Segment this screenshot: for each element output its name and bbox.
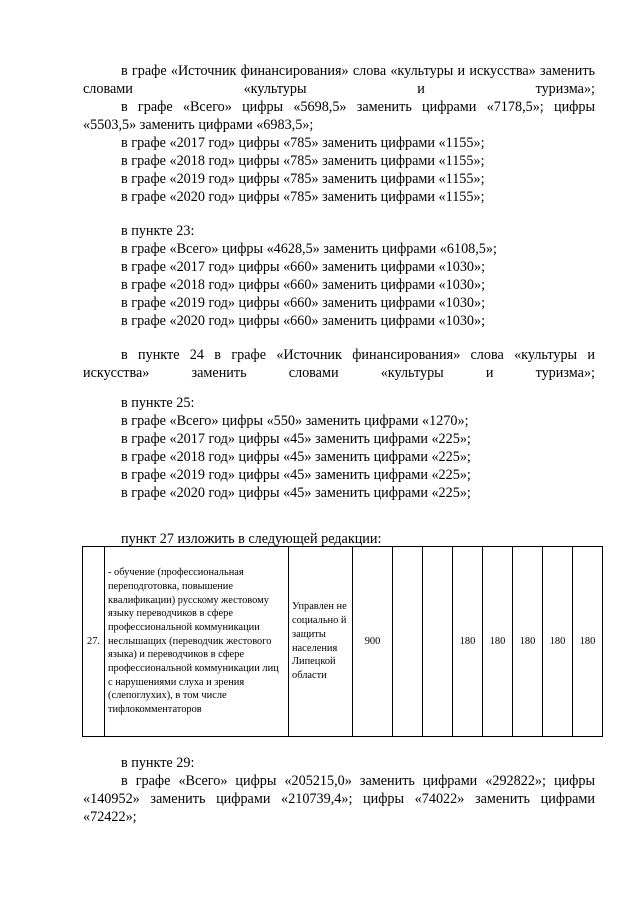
line-2017-785: в графе «2017 год» цифры «785» заменить цифрами «1155»;	[121, 135, 485, 151]
row-value-cell: 180	[453, 547, 483, 737]
line-2020-660: в графе «2020 год» цифры «660» заменить цифрами «1030»;	[121, 313, 486, 329]
line-point-27-heading: пункт 27 изложить в следующей редакции:	[121, 531, 382, 547]
paragraph-point-24: в пункте 24 в графе «Источник финансирования» слова «культуры и искусства» заменить словами «культуры и туризма»;	[83, 347, 595, 381]
line-2017-45: в графе «2017 год» цифры «45» заменить цифрами «225»;	[121, 431, 471, 447]
row-value-cell: 180	[513, 547, 543, 737]
line-2019-785: в графе «2019 год» цифры «785» заменить цифрами «1155»;	[121, 171, 485, 187]
row-number: 27.	[83, 547, 105, 737]
line-2018-45: в графе «2018 год» цифры «45» заменить цифрами «225»;	[121, 449, 471, 465]
row-value-cell: 180	[573, 547, 603, 737]
line-2020-45: в графе «2020 год» цифры «45» заменить цифрами «225»;	[121, 485, 471, 501]
paragraph-total-205215: в графе «Всего» цифры «205215,0» заменить цифрами «292822»; цифры «140952» заменить цифрами «210739,4»; цифры «74022» заменить цифрами «72422»;	[83, 773, 595, 825]
row-agency: Управлен не социально й защиты населения Липецкой области	[289, 547, 353, 737]
row-empty-cell	[393, 547, 423, 737]
row-value-cell: 180	[543, 547, 573, 737]
line-2018-785: в графе «2018 год» цифры «785» заменить цифрами «1155»;	[121, 153, 485, 169]
point-27-table	[82, 546, 603, 737]
line-point-25: в пункте 25:	[121, 395, 195, 411]
line-2019-660: в графе «2019 год» цифры «660» заменить цифрами «1030»;	[121, 295, 486, 311]
line-total-4628: в графе «Всего» цифры «4628,5» заменить цифрами «6108,5»;	[121, 241, 497, 257]
table-row	[83, 547, 603, 737]
line-point-29: в пункте 29:	[121, 755, 195, 771]
line-total-550: в графе «Всего» цифры «550» заменить цифрами «1270»;	[121, 413, 469, 429]
line-point-23: в пункте 23:	[121, 223, 195, 239]
line-2020-785: в графе «2020 год» цифры «785» заменить цифрами «1155»;	[121, 189, 485, 205]
row-empty-cell	[423, 547, 453, 737]
line-2018-660: в графе «2018 год» цифры «660» заменить цифрами «1030»;	[121, 277, 486, 293]
row-total: 900	[353, 547, 393, 737]
row-value-cell: 180	[483, 547, 513, 737]
row-description: - обучение (профессиональная переподготовка, повышение квалификации) русскому жестовому языку переводчиков в сфере профессиональной коммуникации неслышащих (переводчик жестового языка) и переводчиков в сфере профессиональной коммуникации лиц с нарушениями слуха и зрения (слепоглухих), в том числе тифлокомментаторов	[105, 547, 289, 737]
paragraph-total-5698: в графе «Всего» цифры «5698,5» заменить цифрами «7178,5»; цифры «5503,5» заменить цифрами «6983,5»;	[83, 99, 595, 133]
line-2017-660: в графе «2017 год» цифры «660» заменить цифрами «1030»;	[121, 259, 486, 275]
line-2019-45: в графе «2019 год» цифры «45» заменить цифрами «225»;	[121, 467, 471, 483]
paragraph-source-culture: в графе «Источник финансирования» слова «культуры и искусства» заменить словами «культуры и туризма»;	[83, 63, 595, 97]
